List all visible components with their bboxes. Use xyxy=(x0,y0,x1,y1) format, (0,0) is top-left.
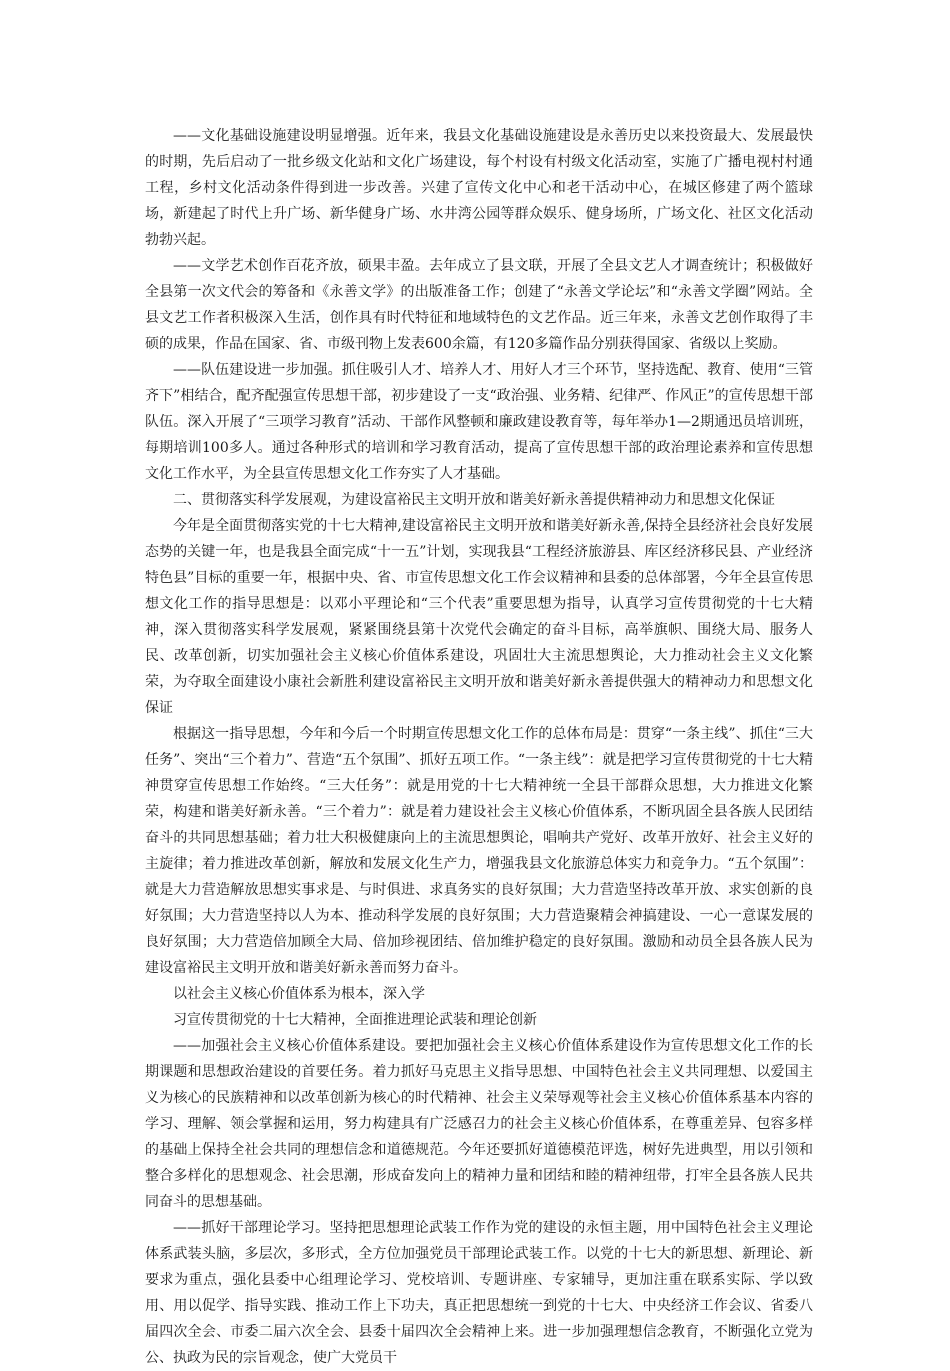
paragraph-literature-arts: ——文学艺术创作百花齐放，硕果丰盈。去年成立了县文联，开展了全县文艺人才调查统计；积极做好全县第一次文代会的筹备和《永善文学》的出版准备工作；创建了“永善文学论坛”和“永善文学圈”网站。全县文艺工作者积极深入生活，创作具有时代特征和地域特色的文艺作品。近三年来，永善文艺创作取得了丰硕的成果，作品在国家、省、市级刊物上发表600余篇，有120多篇作品分别获得国家、省级以上奖励。 xyxy=(145,258,813,352)
document-body xyxy=(145,123,813,1371)
paragraph-cadre-theory-study: ——抓好干部理论学习。坚持把思想理论武装工作作为党的建设的永恒主题，用中国特色社会主义理论体系武装头脑，多层次，多形式，全方位加强党员干部理论武装工作。以党的十七大的新思想、新理论、新要求为重点，强化县委中心组理论学习、党校培训、专题讲座、专家辅导，更加注重在联系实际、学以致用、用以促学、指导实践、推动工作上下功夫，真正把思想统一到党的十七大、中央经济工作会议、省委八届四次全会、市委二届六次全会、县委十届四次全会精神上来。进一步加强理想信念教育，不断强化立党为公、执政为民的宗旨观念，使广大党员干 xyxy=(145,1220,813,1366)
paragraph-core-values: ——加强社会主义核心价值体系建设。要把加强社会主义核心价值体系建设作为宣传思想文化工作的长期课题和思想政治建设的首要任务。着力抓好马克思主义指导思想、中国特色社会主义共同理想、以爱国主义为核心的民族精神和以改革创新为核心的时代精神、社会主义荣辱观等社会主义核心价值体系基本内容的学习、理解、领会掌握和运用，努力构建具有广泛感召力的社会主义核心价值体系，在尊重差异、包容多样的基础上保持全社会共同的理想信念和道德规范。今年还要抓好道德模范评选，树好先进典型，用以引领和整合多样化的思想观念、社会思潮，形成奋发向上的精神力量和团结和睦的精神纽带，打牢全县各族人民共同奋斗的思想基础。 xyxy=(145,1038,813,1210)
subheading-line-2: 习宣传贯彻党的十七大精神，全面推进理论武装和理论创新 xyxy=(173,1012,537,1028)
paragraph-guiding-thought: 今年是全面贯彻落实党的十七大精神,建设富裕民主文明开放和谐美好新永善,保持全县经济社会良好发展态势的关键一年，也是我县全面完成“十一五”计划，实现我县“工程经济旅游县、库区经济移民县、产业经济特色县”目标的重要一年，根据中央、省、市宣传思想文化工作会议精神和县委的总体部署，今年全县宣传思想文化工作的指导思想是：以邓小平理论和“三个代表”重要思想为指导，认真学习宣传贯彻党的十七大精神，深入贯彻落实科学发展观，紧紧围绕县第十次党代会确定的奋斗目标，高举旗帜、围绕大局、服务人民、改革创新，切实加强社会主义核心价值体系建设，巩固壮大主流思想舆论，大力推动社会主义文化繁荣，为夺取全面建设小康社会新胜利建设富裕民主文明开放和谐美好新永善提供强大的精神动力和思想文化保证 xyxy=(145,518,813,716)
paragraph-overall-layout: 根据这一指导思想，今年和今后一个时期宣传思想文化工作的总体布局是：贯穿“一条主线”、抓住“三大任务”、突出“三个着力”、营造“五个氛围”、抓好五项工作。“一条主线”：就是把学习宣传贯彻党的十七大精神贯穿宣传思想工作始终。“三大任务”：就是用党的十七大精神统一全县干部群众思想，大力推进文化繁荣，构建和谐美好新永善。“三个着力”：就是着力建设社会主义核心价值体系，不断巩固全县各族人民团结奋斗的共同思想基础；着力壮大积极健康向上的主流思想舆论，唱响共产党好、改革开放好、社会主义好的主旋律；着力推进改革创新，解放和发展文化生产力，增强我县文化旅游总体实力和竞争力。“五个氛围”：就是大力营造解放思想实事求是、与时俱进、求真务实的良好氛围；大力营造坚持改革开放、求实创新的良好氛围；大力营造坚持以人为本、推动科学发展的良好氛围；大力营造聚精会神搞建设、一心一意谋发展的良好氛围；大力营造倍加顾全大局、倍加珍视团结、倍加维护稳定的良好氛围。激励和动员全县各族人民为建设富裕民主文明开放和谐美好新永善而努力奋斗。 xyxy=(145,726,813,976)
section-heading-2: 二、贯彻落实科学发展观，为建设富裕民主文明开放和谐美好新永善提供精神动力和思想文化保证 xyxy=(173,492,775,508)
paragraph-team-building: ——队伍建设进一步加强。抓住吸引人才、培养人才、用好人才三个环节，坚持选配、教育、使用“三管齐下”相结合，配齐配强宣传思想干部，初步建设了一支“政治强、业务精、纪律严、作风正”的宣传思想干部队伍。深入开展了“三项学习教育”活动、干部作风整顿和廉政建设教育等，每年举办1—2期通迅员培训班，每期培训100多人。通过各种形式的培训和学习教育活动，提高了宣传思想干部的政治理论素养和宣传思想文化工作水平，为全县宣传思想文化工作夯实了人才基础。 xyxy=(145,362,813,482)
subheading-line-1: 以社会主义核心价值体系为根本，深入学 xyxy=(173,986,425,1002)
paragraph-culture-infrastructure: ——文化基础设施建设明显增强。近年来，我县文化基础设施建设是永善历史以来投资最大、发展最快的时期，先后启动了一批乡级文化站和文化广场建设，每个村设有村级文化活动室，实施了广播电视村村通工程，乡村文化活动条件得到进一步改善。兴建了宣传文化中心和老干活动中心，在城区修建了两个篮球场，新建起了时代上升广场、新华健身广场、水井湾公园等群众娱乐、健身场所，广场文化、社区文化活动勃勃兴起。 xyxy=(145,128,813,248)
